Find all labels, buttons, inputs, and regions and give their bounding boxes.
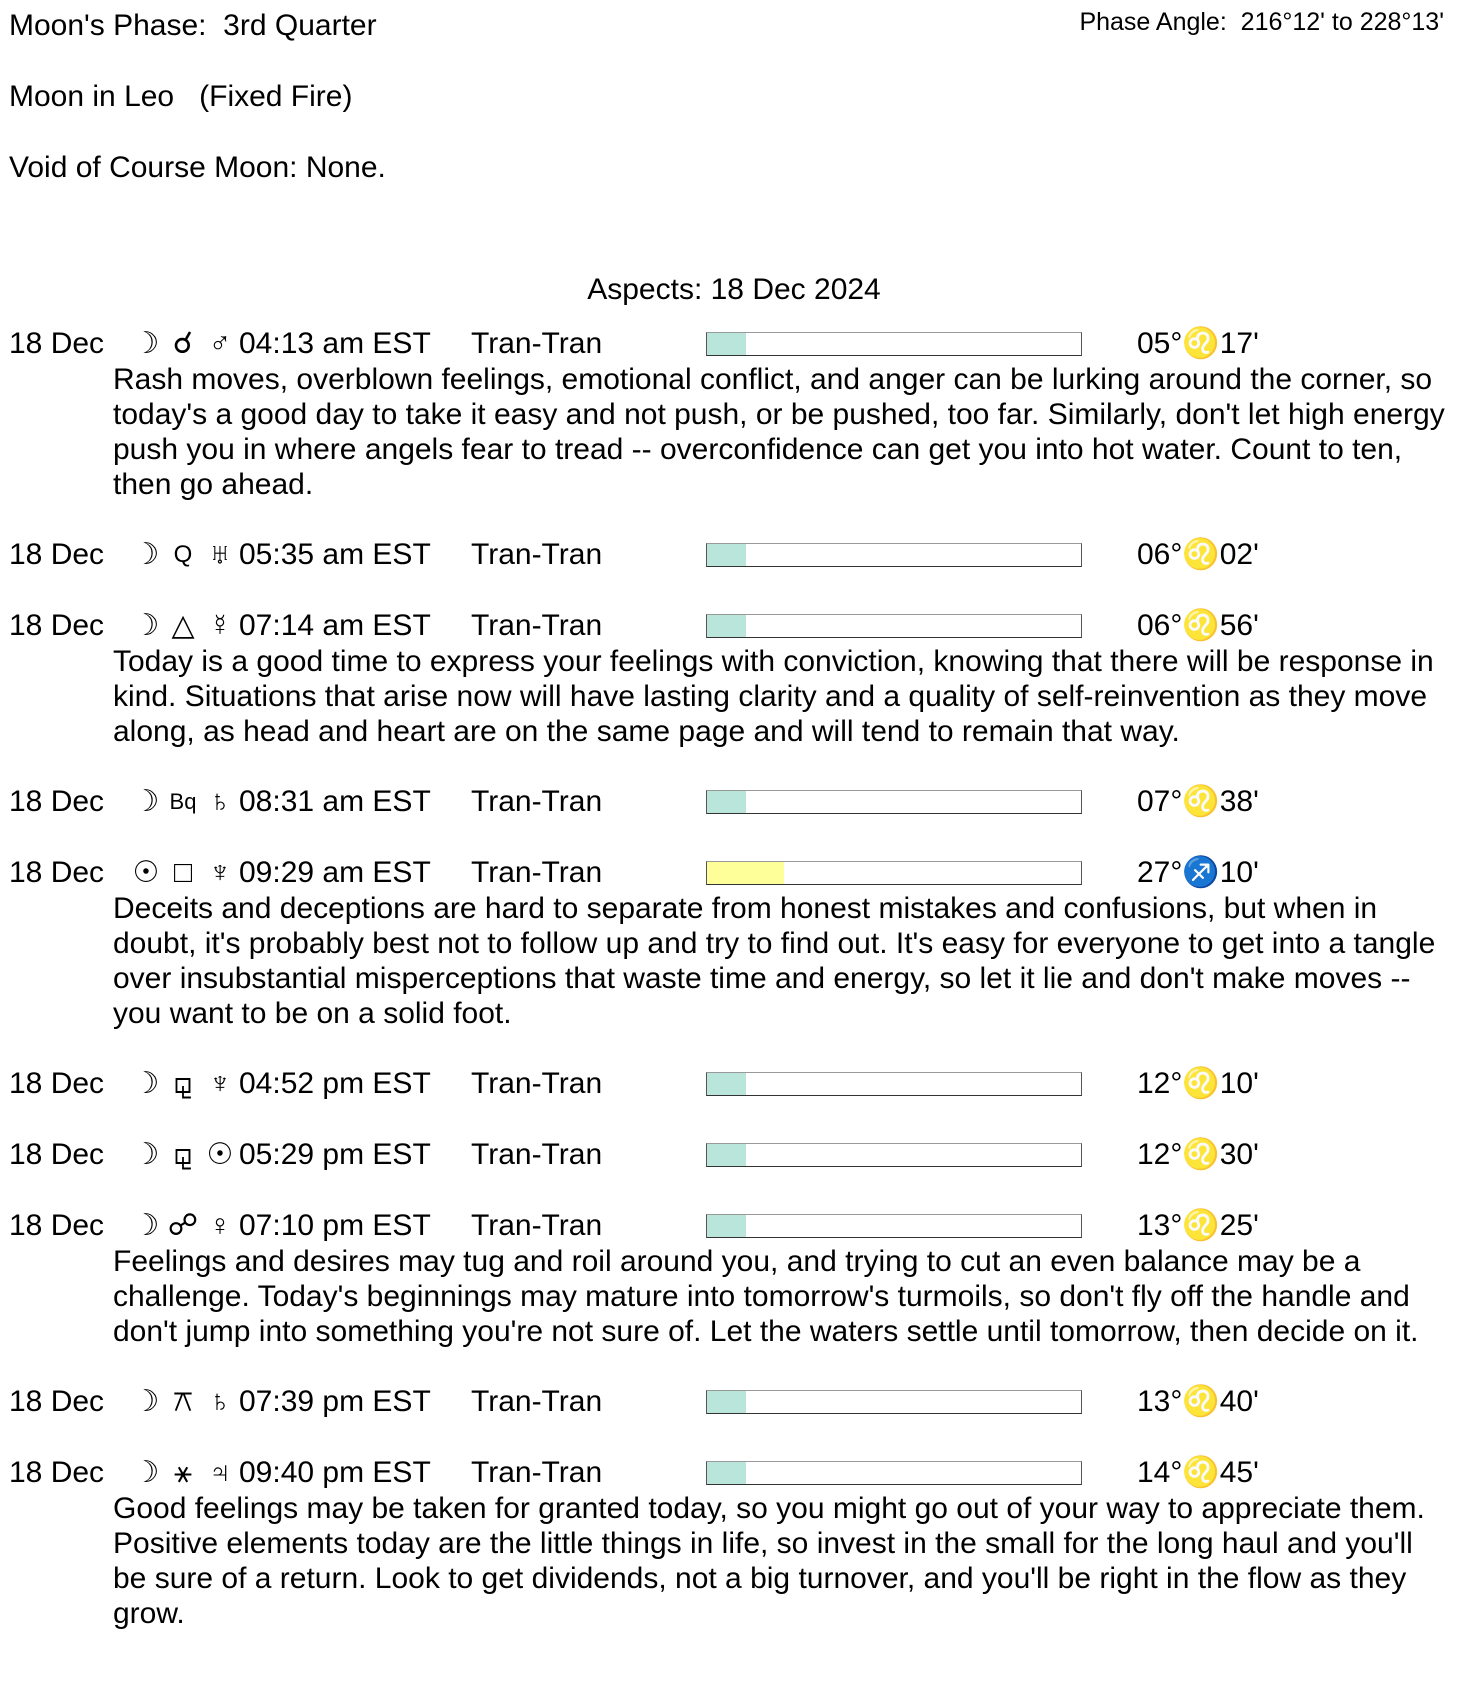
aspect-entry [9, 1208, 1469, 1349]
uranus-icon: ♅ [208, 538, 232, 571]
aspect-position: 14°♌45' [1137, 1456, 1259, 1489]
strength-bar [706, 614, 1082, 638]
strength-bar-fill [707, 1462, 746, 1484]
strength-bar-cell [706, 537, 1137, 573]
aspect-glyphs [131, 608, 239, 644]
aspect-position: 05°♌17' [1137, 327, 1259, 360]
aspect-glyphs [131, 855, 239, 891]
saturn-icon: ♄ [208, 1385, 232, 1418]
mars-icon: ♂ [208, 327, 232, 360]
aspect-type: Tran-Tran [471, 785, 603, 818]
aspect-row [9, 1455, 1469, 1491]
aspect-type: Tran-Tran [471, 327, 603, 360]
aspect-type: Tran-Tran [471, 1456, 603, 1489]
aspect-date: 18 Dec [9, 856, 105, 889]
aspect-glyphs [131, 784, 239, 820]
aspect-date: 18 Dec [9, 327, 105, 360]
aspects-title: Aspects: 18 Dec 2024 [587, 273, 881, 306]
moon-sign: Moon in Leo (Fixed Fire) [9, 80, 353, 113]
aspect-date: 18 Dec [9, 538, 105, 571]
strength-bar-cell [706, 784, 1137, 820]
aspect-date: 18 Dec [9, 1385, 105, 1418]
aspect-entry [9, 1455, 1469, 1631]
aspect-entry [9, 608, 1469, 749]
strength-bar-fill [707, 862, 784, 884]
neptune-icon: ♆ [208, 1067, 232, 1100]
aspect-position: 27°♐10' [1137, 856, 1259, 889]
aspect-row [9, 1384, 1469, 1420]
strength-bar [706, 1214, 1082, 1238]
strength-bar [706, 543, 1082, 567]
aspect-position: 12°♌30' [1137, 1138, 1259, 1171]
void-of-course-moon: Void of Course Moon: None. [9, 151, 386, 184]
aspect-position: 07°♌38' [1137, 785, 1259, 818]
square-icon: □ [173, 856, 193, 889]
strength-bar [706, 1072, 1082, 1096]
moon-icon: ☽ [132, 327, 160, 360]
aspect-description: Deceits and deceptions are hard to separate from honest mistakes and confusions, but when in doubt, it's probably best not to follow up and try to find out. It's easy for everyone to get into a tangle over insubstantial misperceptions that waste time and energy, so let it lie and don't make moves -- you want to be on a solid foot. [113, 892, 1436, 1030]
aspect-time: 07:10 pm EST [239, 1209, 431, 1242]
aspect-entry [9, 1066, 1469, 1102]
aspect-type: Tran-Tran [471, 1209, 603, 1242]
strength-bar [706, 1461, 1082, 1485]
sun-icon: ☉ [206, 1138, 234, 1171]
saturn-icon: ♄ [208, 785, 232, 818]
aspect-time: 04:52 pm EST [239, 1067, 431, 1100]
jupiter-icon: ♃ [208, 1456, 232, 1489]
aspect-row [9, 784, 1469, 820]
strength-bar [706, 790, 1082, 814]
strength-bar-cell [706, 326, 1137, 362]
moon-icon: ☽ [132, 538, 160, 571]
sesquiquadrate-icon: ⚼ [172, 1138, 194, 1171]
mercury-icon: ☿ [208, 609, 232, 642]
aspect-time: 07:39 pm EST [239, 1385, 431, 1418]
strength-bar-fill [707, 1073, 746, 1095]
venus-icon: ♀ [208, 1209, 232, 1242]
conjunction-icon: ☌ [172, 327, 194, 360]
aspect-time: 09:29 am EST [239, 856, 431, 889]
aspect-time: 09:40 pm EST [239, 1456, 431, 1489]
aspect-description: Today is a good time to express your feelings with conviction, knowing that there will be response in kind. Situations that arise now will have lasting clarity and a quality of self-reinvention as they move along, as head and heart are on the same page and will tend to remain that way. [113, 645, 1434, 748]
aspect-description: Good feelings may be taken for granted today, so you might go out of your way to appreciate them. Positive elements today are the little things in life, so invest in the small for the long haul and you'll be sure of a return. Look to get dividends, not a big turnover, and you'll be right in the flow as they grow. [113, 1492, 1425, 1630]
aspect-position: 12°♌10' [1137, 1067, 1259, 1100]
aspect-type: Tran-Tran [471, 538, 603, 571]
moon-icon: ☽ [132, 1456, 160, 1489]
aspect-description: Rash moves, overblown feelings, emotional conflict, and anger can be lurking around the corner, so today's a good day to take it easy and not push, or be pushed, too far. Similarly, don't let high energy push you in where angels fear to tread -- overconfidence can get you into hot water. Count to ten, then go ahead. [113, 363, 1445, 501]
header-row [9, 8, 1469, 44]
aspect-date: 18 Dec [9, 1456, 105, 1489]
aspect-glyphs [131, 326, 239, 362]
aspect-row [9, 326, 1469, 362]
moon-icon: ☽ [132, 609, 160, 642]
aspect-glyphs [131, 1384, 239, 1420]
strength-bar [706, 1390, 1082, 1414]
strength-bar-fill [707, 1144, 746, 1166]
aspect-row [9, 608, 1469, 644]
trine-icon: △ [171, 609, 195, 642]
aspect-row [9, 855, 1469, 891]
moon-icon: ☽ [132, 1385, 160, 1418]
strength-bar-cell [706, 855, 1137, 891]
moon-icon: ☽ [132, 1138, 160, 1171]
strength-bar-cell [706, 1455, 1137, 1491]
aspect-date: 18 Dec [9, 1138, 105, 1171]
opposition-icon: ☍ [167, 1209, 199, 1242]
phase-angle: Phase Angle: 216°12' to 228°13' [1079, 8, 1444, 36]
strength-bar-fill [707, 544, 746, 566]
aspect-position: 13°♌40' [1137, 1385, 1259, 1418]
sun-icon: ☉ [132, 856, 160, 889]
aspect-entry [9, 855, 1469, 1031]
moon-icon: ☽ [132, 1067, 160, 1100]
aspect-glyphs [131, 1137, 239, 1173]
aspect-glyphs [131, 1066, 239, 1102]
sextile-icon: ⚹ [174, 1456, 192, 1489]
aspect-type: Tran-Tran [471, 1385, 603, 1418]
aspect-date: 18 Dec [9, 609, 105, 642]
aspect-date: 18 Dec [9, 785, 105, 818]
strength-bar-cell [706, 1066, 1137, 1102]
strength-bar-cell [706, 608, 1137, 644]
aspect-type: Tran-Tran [471, 1067, 603, 1100]
aspect-type: Tran-Tran [471, 856, 603, 889]
aspect-row [9, 1137, 1469, 1173]
aspect-entry [9, 326, 1469, 502]
strength-bar [706, 332, 1082, 356]
aspect-position: 06°♌02' [1137, 538, 1259, 571]
aspect-date: 18 Dec [9, 1209, 105, 1242]
strength-bar-fill [707, 333, 746, 355]
strength-bar-cell [706, 1384, 1137, 1420]
aspect-glyphs [131, 537, 239, 573]
strength-bar-cell [706, 1137, 1137, 1173]
moon-icon: ☽ [132, 785, 160, 818]
quincunx-icon: ⚻ [173, 1385, 193, 1418]
aspect-row [9, 1208, 1469, 1244]
aspect-time: 05:35 am EST [239, 538, 431, 571]
aspect-row [9, 1066, 1469, 1102]
aspect-time: 08:31 am EST [239, 785, 431, 818]
aspect-entry [9, 1384, 1469, 1420]
aspect-glyphs [131, 1208, 239, 1244]
aspect-entry [9, 784, 1469, 820]
quintile-icon: Q [173, 541, 193, 568]
biquintile-icon: Bq [169, 789, 197, 814]
aspect-type: Tran-Tran [471, 1138, 603, 1171]
aspect-type: Tran-Tran [471, 609, 603, 642]
aspect-position: 13°♌25' [1137, 1209, 1259, 1242]
aspect-description: Feelings and desires may tug and roil around you, and trying to cut an even balance may be a challenge. Today's beginnings may mature into tomorrow's turmoils, so don't fly off the handle and don't jump into something you're not sure of. Let the waters settle until tomorrow, then decide on it. [113, 1245, 1419, 1348]
aspect-position: 06°♌56' [1137, 609, 1259, 642]
aspect-glyphs [131, 1455, 239, 1491]
aspect-time: 04:13 am EST [239, 327, 431, 360]
aspect-entry [9, 537, 1469, 573]
moon-phase: Moon's Phase: 3rd Quarter [9, 9, 377, 42]
neptune-icon: ♆ [208, 856, 232, 889]
strength-bar-fill [707, 1391, 746, 1413]
sesquiquadrate-icon: ⚼ [172, 1067, 194, 1100]
aspect-time: 07:14 am EST [239, 609, 431, 642]
strength-bar [706, 861, 1082, 885]
aspect-row [9, 537, 1469, 573]
aspect-date: 18 Dec [9, 1067, 105, 1100]
moon-icon: ☽ [132, 1209, 160, 1242]
strength-bar [706, 1143, 1082, 1167]
strength-bar-fill [707, 615, 746, 637]
aspect-entry [9, 1137, 1469, 1173]
strength-bar-fill [707, 1215, 746, 1237]
strength-bar-fill [707, 791, 746, 813]
strength-bar-cell [706, 1208, 1137, 1244]
aspect-time: 05:29 pm EST [239, 1138, 431, 1171]
